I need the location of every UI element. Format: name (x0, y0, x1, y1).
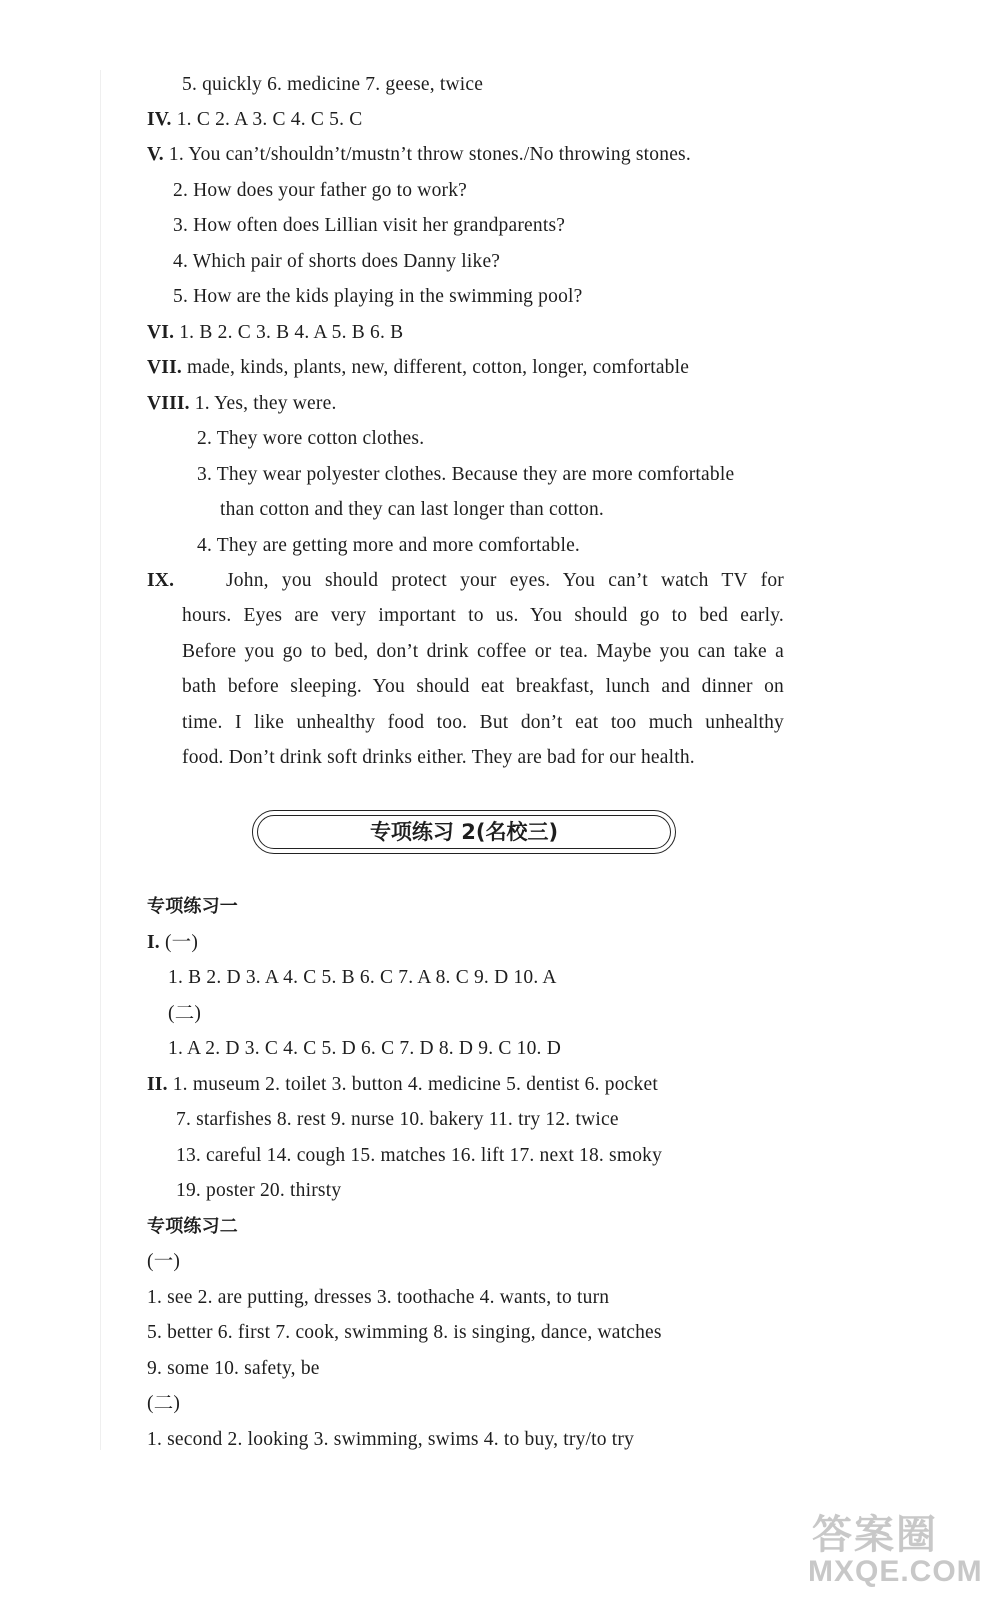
practice-one-ii-answers-4: 19. poster 20. thirsty (176, 1180, 342, 1201)
section-vii-answers: made, kinds, plants, new, different, cotton, longer, comfortable (181, 357, 690, 378)
section-viii-item-3: 3. They wear polyester clothes. Because they are more comfortable (197, 464, 735, 485)
section-vii-label: VII. (147, 357, 182, 378)
section-v-item-4: 4. Which pair of shorts does Danny like? (173, 251, 501, 272)
practice-one-i-sub1: (一) (159, 932, 199, 953)
section-iv-label: IV. (147, 109, 172, 130)
answer-line-continued: 5. quickly 6. medicine 7. geese, twice (182, 74, 484, 95)
section-v-line-1 (147, 142, 691, 168)
practice-two-heading: 专项练习二 (147, 1216, 238, 1237)
watermark-domain: MXQE.COM (808, 1555, 983, 1588)
site-watermark (808, 1503, 988, 1598)
section-iv-line (147, 107, 362, 133)
section-ix-line-3: Before you go to bed, don’t drink coffee or tea. Maybe you can take a (182, 641, 784, 662)
practice-one-i-sub1-answers: 1. B 2. D 3. A 4. C 5. B 6. C 7. A 8. C 9. D 10. A (168, 967, 557, 988)
practice-two-sub2: (二) (147, 1393, 181, 1414)
section-v-item-5: 5. How are the kids playing in the swimming pool? (173, 286, 583, 307)
section-viii-item-1: 1. Yes, they were. (189, 393, 337, 414)
section-viii-label: VIII. (147, 393, 190, 414)
section-viii-item-3-cont: than cotton and they can last longer than cotton. (220, 499, 604, 520)
section-viii-item-4: 4. They are getting more and more comfortable. (197, 535, 580, 556)
practice-one-ii-label: II. (147, 1074, 168, 1095)
section-ix-line-1: John, you should protect your eyes. You can’t watch TV for (226, 570, 784, 591)
section-ix-line-2: hours. Eyes are very important to us. You should go to bed early. (182, 605, 784, 626)
section-ix-label: IX. (147, 570, 175, 591)
practice-one-ii-answers-1: 1. museum 2. toilet 3. button 4. medicine 5. dentist 6. pocket (167, 1074, 658, 1095)
section-ix-line-5: time. I like unhealthy food too. But don’t eat too much unhealthy (182, 712, 784, 733)
section-vi-answers: 1. B 2. C 3. B 4. A 5. B 6. B (174, 322, 404, 343)
section-banner-title: 专项练习 2(名校三) (369, 820, 559, 844)
section-v-label: V. (147, 144, 164, 165)
section-v-item-2: 2. How does your father go to work? (173, 180, 468, 201)
practice-one-i-line (147, 930, 198, 956)
section-vii-line (147, 355, 689, 381)
practice-one-i-sub2: (二) (168, 1003, 202, 1024)
practice-one-i-label: I. (147, 932, 160, 953)
section-viii-item-2: 2. They wore cotton clothes. (197, 428, 425, 449)
section-ix-line-4: bath before sleeping. You should eat breakfast, lunch and dinner on (182, 676, 784, 697)
watermark-logo-text: 答案圈 (812, 1513, 938, 1557)
section-banner (252, 810, 676, 854)
section-ix-line-6: food. Don’t drink soft drinks either. They are bad for our health. (182, 747, 695, 768)
practice-two-sub1-line-2: 5. better 6. first 7. cook, swimming 8. is singing, dance, watches (147, 1322, 662, 1343)
section-vi-line (147, 320, 403, 346)
practice-one-ii-answers-2: 7. starfishes 8. rest 9. nurse 10. bakery 11. try 12. twice (176, 1109, 619, 1130)
practice-one-heading: 专项练习一 (147, 896, 238, 917)
section-viii-line-1 (147, 391, 337, 417)
practice-two-sub1-line-1: 1. see 2. are putting, dresses 3. toothache 4. wants, to turn (147, 1287, 610, 1308)
practice-one-ii-line-1 (147, 1072, 658, 1098)
practice-two-sub1: (一) (147, 1251, 181, 1272)
page-edge-shadow (100, 70, 101, 1450)
practice-two-sub1-line-3: 9. some 10. safety, be (147, 1358, 320, 1379)
practice-one-ii-answers-3: 13. careful 14. cough 15. matches 16. lift 17. next 18. smoky (176, 1145, 663, 1166)
practice-two-sub2-line-1: 1. second 2. looking 3. swimming, swims 4. to buy, try/to try (147, 1429, 635, 1450)
section-v-item-1: 1. You can’t/shouldn’t/mustn’t throw stones./No throwing stones. (163, 144, 691, 165)
section-vi-label: VI. (147, 322, 175, 343)
section-v-item-3: 3. How often does Lillian visit her grandparents? (173, 215, 566, 236)
section-iv-answers: 1. C 2. A 3. C 4. C 5. C (171, 109, 363, 130)
practice-one-i-sub2-answers: 1. A 2. D 3. C 4. C 5. D 6. C 7. D 8. D 9. C 10. D (168, 1038, 561, 1059)
